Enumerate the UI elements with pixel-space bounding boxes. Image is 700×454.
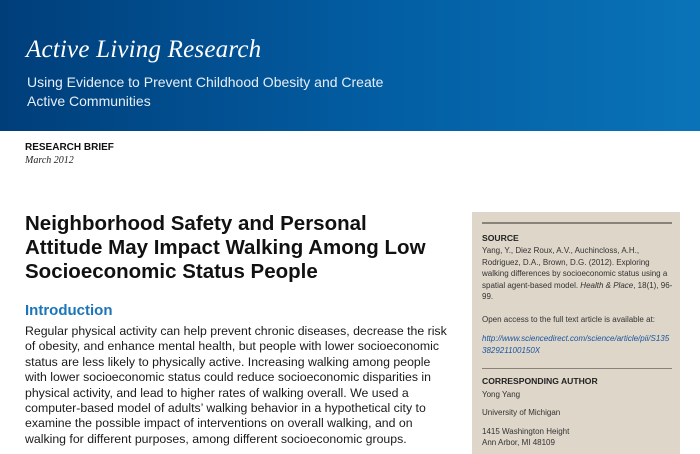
article-link[interactable]: http://www.sciencedirect.com/science/article/pii/S135382921100150X (482, 334, 670, 355)
org-title: Active Living Research (26, 36, 262, 63)
intro-paragraph: Regular physical activity can help prevent chronic diseases, decrease the risk of obesity, and enhance mental health, but people with lower socioeconomic status are less likely to physically active. Increasing walking among people with lower socioeconomic status could reduce socioeconomic disparities in physical activity, and lead to higher rates of walking overall. We used a computer-based model of adults’ walking behavior in a hypothetical city to examine the possible impact of interventions on overall walking, and on walking for different purposes, among different socioeconomic groups. (25, 324, 447, 446)
address-line-2: Ann Arbor, MI 48109 (482, 438, 555, 447)
author-institution: University of Michigan (482, 408, 561, 417)
article-title: Neighborhood Safety and Personal Attitude May Impact Walking Among Low Socioeconomic Status People (25, 212, 426, 283)
open-access-note: Open access to the full text article is available at: (482, 315, 655, 324)
intro-heading: Introduction (25, 302, 113, 319)
org-tagline: Using Evidence to Prevent Childhood Obesity and Create Active Communities (27, 74, 384, 109)
journal-name: Health & Place (580, 280, 634, 290)
sidebar-divider (482, 222, 672, 224)
header-banner (0, 0, 700, 131)
brief-date: March 2012 (25, 155, 74, 166)
author-heading: CORRESPONDING AUTHOR (482, 376, 598, 386)
source-citation: Yang, Y., Diez Roux, A.V., Auchincloss, A.H., Rodriguez, D.A., Brown, D.G. (2012). Exploring walking differences by socioeconomic status using a spatial agent-based model. Health & Place, 18(1), 96-99. (482, 246, 673, 302)
author-name: Yong Yang (482, 390, 521, 399)
address-line-1: 1415 Washington Height (482, 427, 570, 436)
brief-label: RESEARCH BRIEF (25, 142, 114, 153)
sidebar-divider (482, 368, 672, 369)
source-heading: SOURCE (482, 233, 519, 243)
